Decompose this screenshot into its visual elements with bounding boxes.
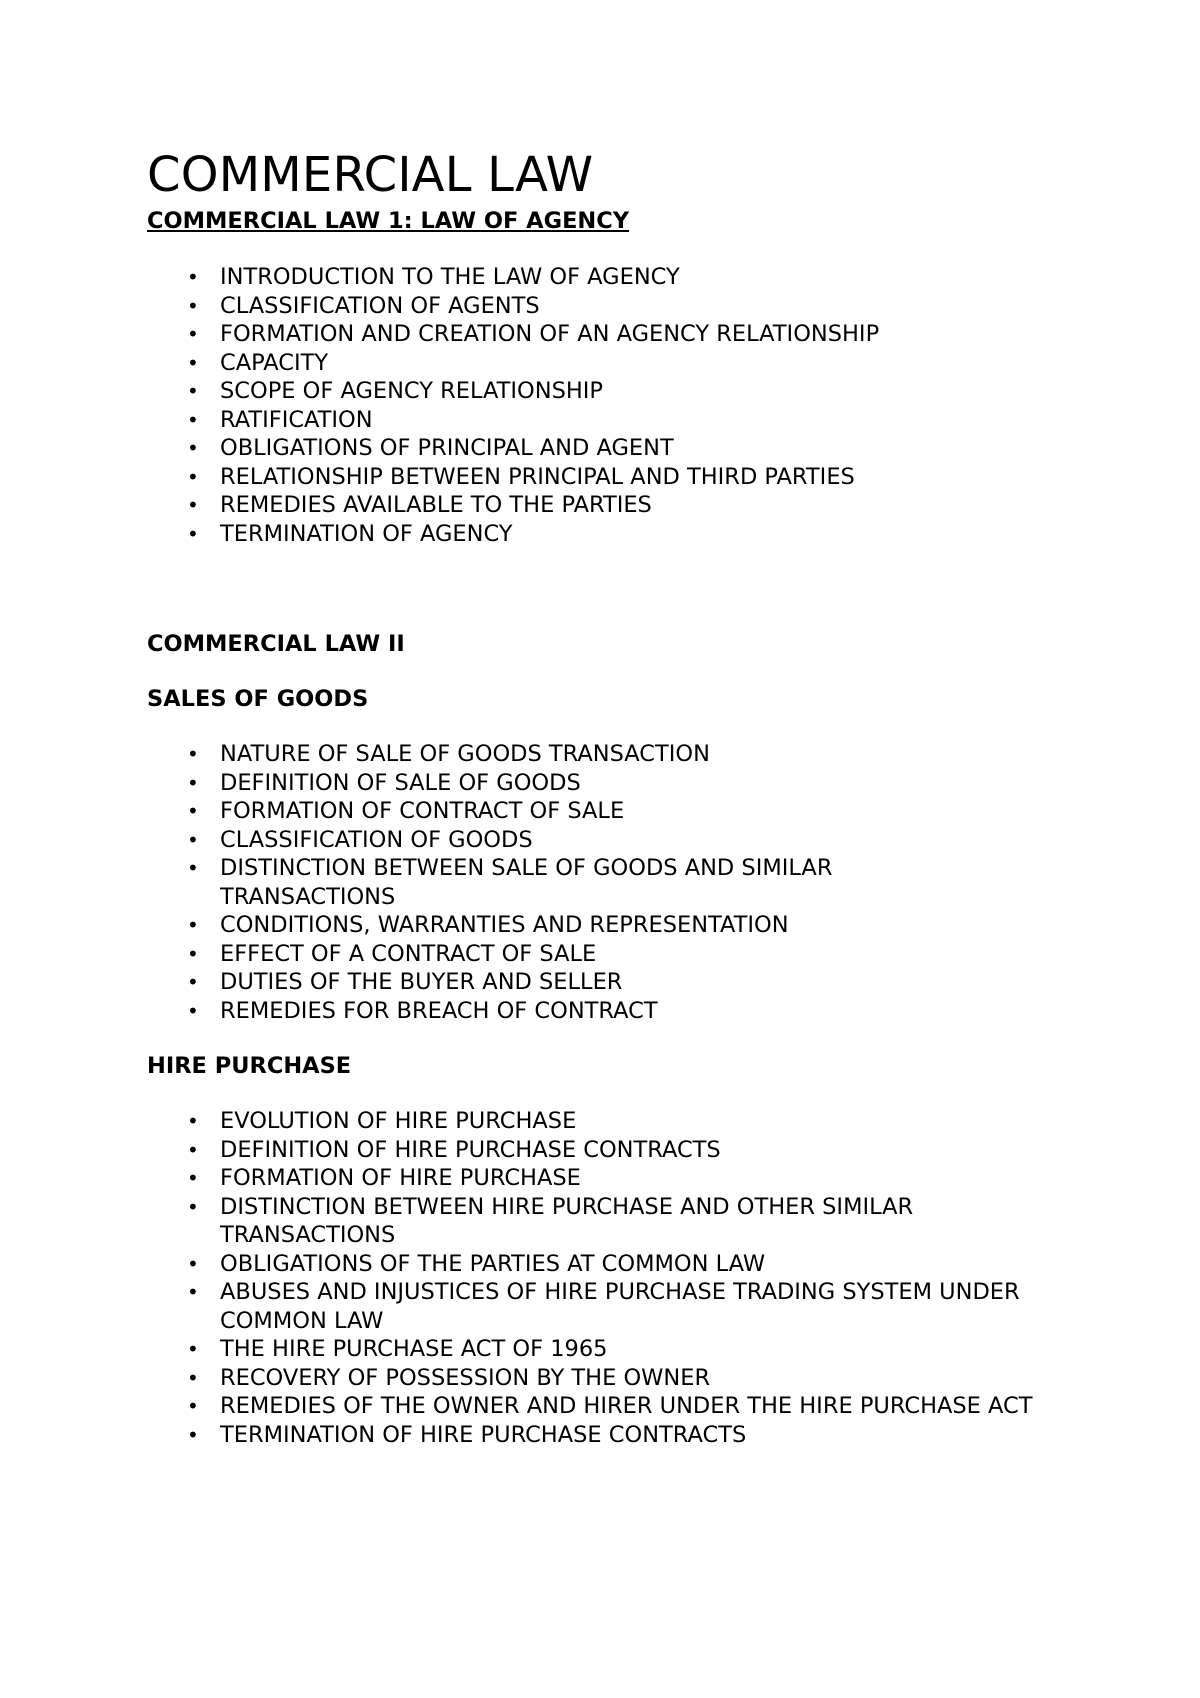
bullet-icon: •	[187, 856, 199, 880]
list-item	[147, 1278, 1060, 1335]
list-item	[147, 320, 1077, 349]
list-item	[147, 968, 1077, 997]
list-item-text: DISTINCTION BETWEEN SALE OF GOODS AND SIMILAR TRANSACTIONS	[220, 855, 833, 910]
list-item-text: INTRODUCTION TO THE LAW OF AGENCY	[220, 264, 680, 290]
list-item-text: SCOPE OF AGENCY RELATIONSHIP	[220, 378, 604, 404]
list-item	[147, 1193, 1060, 1250]
bullet-icon: •	[187, 913, 199, 937]
list-item-text: RATIFICATION	[220, 406, 373, 433]
bullet-icon: •	[187, 970, 199, 994]
section-heading-commercial-law-ii: COMMERCIAL LAW II	[147, 631, 405, 657]
list-item-text: CONDITIONS, WARRANTIES AND REPRESENTATION	[220, 912, 789, 938]
list-item-text: CAPACITY	[220, 349, 329, 376]
list-item	[147, 769, 1077, 798]
bullet-icon: •	[187, 350, 199, 375]
bullet-icon: •	[187, 827, 199, 852]
bullet-icon: •	[187, 1251, 199, 1276]
list-item-text: THE HIRE PURCHASE ACT OF 1965	[220, 1336, 608, 1362]
list-item	[147, 1392, 1140, 1421]
bullet-icon: •	[187, 293, 199, 318]
list-item	[147, 940, 1077, 969]
list-item-text: CLASSIFICATION OF GOODS	[220, 826, 533, 853]
bullet-icon: •	[187, 436, 199, 460]
list-item	[147, 740, 1077, 769]
list-item-text: FORMATION OF CONTRACT OF SALE	[220, 798, 625, 824]
list-item-text: DEFINITION OF SALE OF GOODS	[220, 769, 581, 796]
subsection-heading-sales-of-goods: SALES OF GOODS	[147, 686, 369, 712]
list-item-text: ABUSES AND INJUSTICES OF HIRE PURCHASE TRADING SYSTEM UNDER COMMON LAW	[220, 1279, 1020, 1334]
list-item-text: EVOLUTION OF HIRE PURCHASE	[220, 1108, 577, 1134]
bullet-icon: •	[187, 1365, 199, 1390]
list-item	[147, 406, 1077, 435]
list-item-text: RELATIONSHIP BETWEEN PRINCIPAL AND THIRD PARTIES	[220, 463, 855, 490]
bullet-icon: •	[187, 1422, 199, 1447]
document-content	[147, 146, 1077, 1449]
list-item	[147, 797, 1077, 826]
list-item	[147, 826, 1077, 855]
list-item-text: REMEDIES OF THE OWNER AND HIRER UNDER THE HIRE PURCHASE ACT	[220, 1393, 1033, 1419]
bullet-icon: •	[187, 1137, 199, 1162]
list-item	[147, 491, 1077, 520]
list-item-text: NATURE OF SALE OF GOODS TRANSACTION	[220, 741, 710, 767]
subsection-heading-hire-purchase: HIRE PURCHASE	[147, 1053, 352, 1079]
list-item-text: REMEDIES FOR BREACH OF CONTRACT	[220, 997, 658, 1024]
list-item	[147, 1164, 1077, 1193]
list-item	[147, 377, 1077, 406]
bullet-icon: •	[187, 1337, 199, 1361]
bullet-icon: •	[187, 1109, 199, 1133]
list-item-text: DUTIES OF THE BUYER AND SELLER	[220, 969, 623, 995]
list-item-text: DEFINITION OF HIRE PURCHASE CONTRACTS	[220, 1136, 721, 1163]
list-item	[147, 1421, 1077, 1450]
bullet-icon: •	[187, 493, 199, 517]
list-item	[147, 1364, 1077, 1393]
bullet-icon: •	[187, 941, 199, 966]
bullet-icon: •	[187, 322, 199, 346]
list-item-text: REMEDIES AVAILABLE TO THE PARTIES	[220, 492, 652, 518]
bullet-icon: •	[187, 521, 199, 546]
bullet-icon: •	[187, 799, 199, 823]
list-item-text: OBLIGATIONS OF THE PARTIES AT COMMON LAW	[220, 1250, 766, 1277]
bullet-icon: •	[187, 998, 199, 1023]
list-item-text: EFFECT OF A CONTRACT OF SALE	[220, 940, 597, 967]
agency-topic-list	[147, 263, 1077, 548]
list-item	[147, 997, 1077, 1026]
list-item	[147, 520, 1077, 549]
list-item-text: TERMINATION OF AGENCY	[220, 520, 513, 547]
list-item	[147, 854, 840, 911]
sales-topic-list	[147, 740, 1077, 1025]
document-title: COMMERCIAL LAW	[147, 147, 594, 203]
bullet-icon: •	[187, 1194, 199, 1219]
list-item	[147, 1107, 1077, 1136]
list-item	[147, 1250, 1077, 1279]
list-item-text: FORMATION OF HIRE PURCHASE	[220, 1165, 581, 1191]
list-item	[147, 911, 1077, 940]
list-item	[147, 349, 1077, 378]
bullet-icon: •	[187, 1394, 199, 1418]
list-item-text: DISTINCTION BETWEEN HIRE PURCHASE AND OTHER SIMILAR TRANSACTIONS	[220, 1193, 914, 1248]
list-item-text: RECOVERY OF POSSESSION BY THE OWNER	[220, 1364, 711, 1391]
list-item-text: TERMINATION OF HIRE PURCHASE CONTRACTS	[220, 1421, 747, 1448]
list-item	[147, 292, 1077, 321]
bullet-icon: •	[187, 742, 199, 766]
list-item-text: CLASSIFICATION OF AGENTS	[220, 292, 540, 319]
list-item	[147, 1335, 1077, 1364]
bullet-icon: •	[187, 770, 199, 795]
bullet-icon: •	[187, 1280, 199, 1304]
bullet-icon: •	[187, 407, 199, 432]
bullet-icon: •	[187, 265, 199, 289]
list-item	[147, 434, 1077, 463]
bullet-icon: •	[187, 1166, 199, 1190]
list-item	[147, 1136, 1077, 1165]
section-heading-agency: COMMERCIAL LAW 1: LAW OF AGENCY	[147, 208, 630, 234]
list-item-text: OBLIGATIONS OF PRINCIPAL AND AGENT	[220, 435, 674, 461]
list-item-text: FORMATION AND CREATION OF AN AGENCY RELATIONSHIP	[220, 321, 880, 347]
hire-purchase-topic-list	[147, 1107, 1077, 1449]
bullet-icon: •	[187, 464, 199, 489]
list-item	[147, 263, 1077, 292]
bullet-icon: •	[187, 379, 199, 403]
list-item	[147, 463, 1077, 492]
